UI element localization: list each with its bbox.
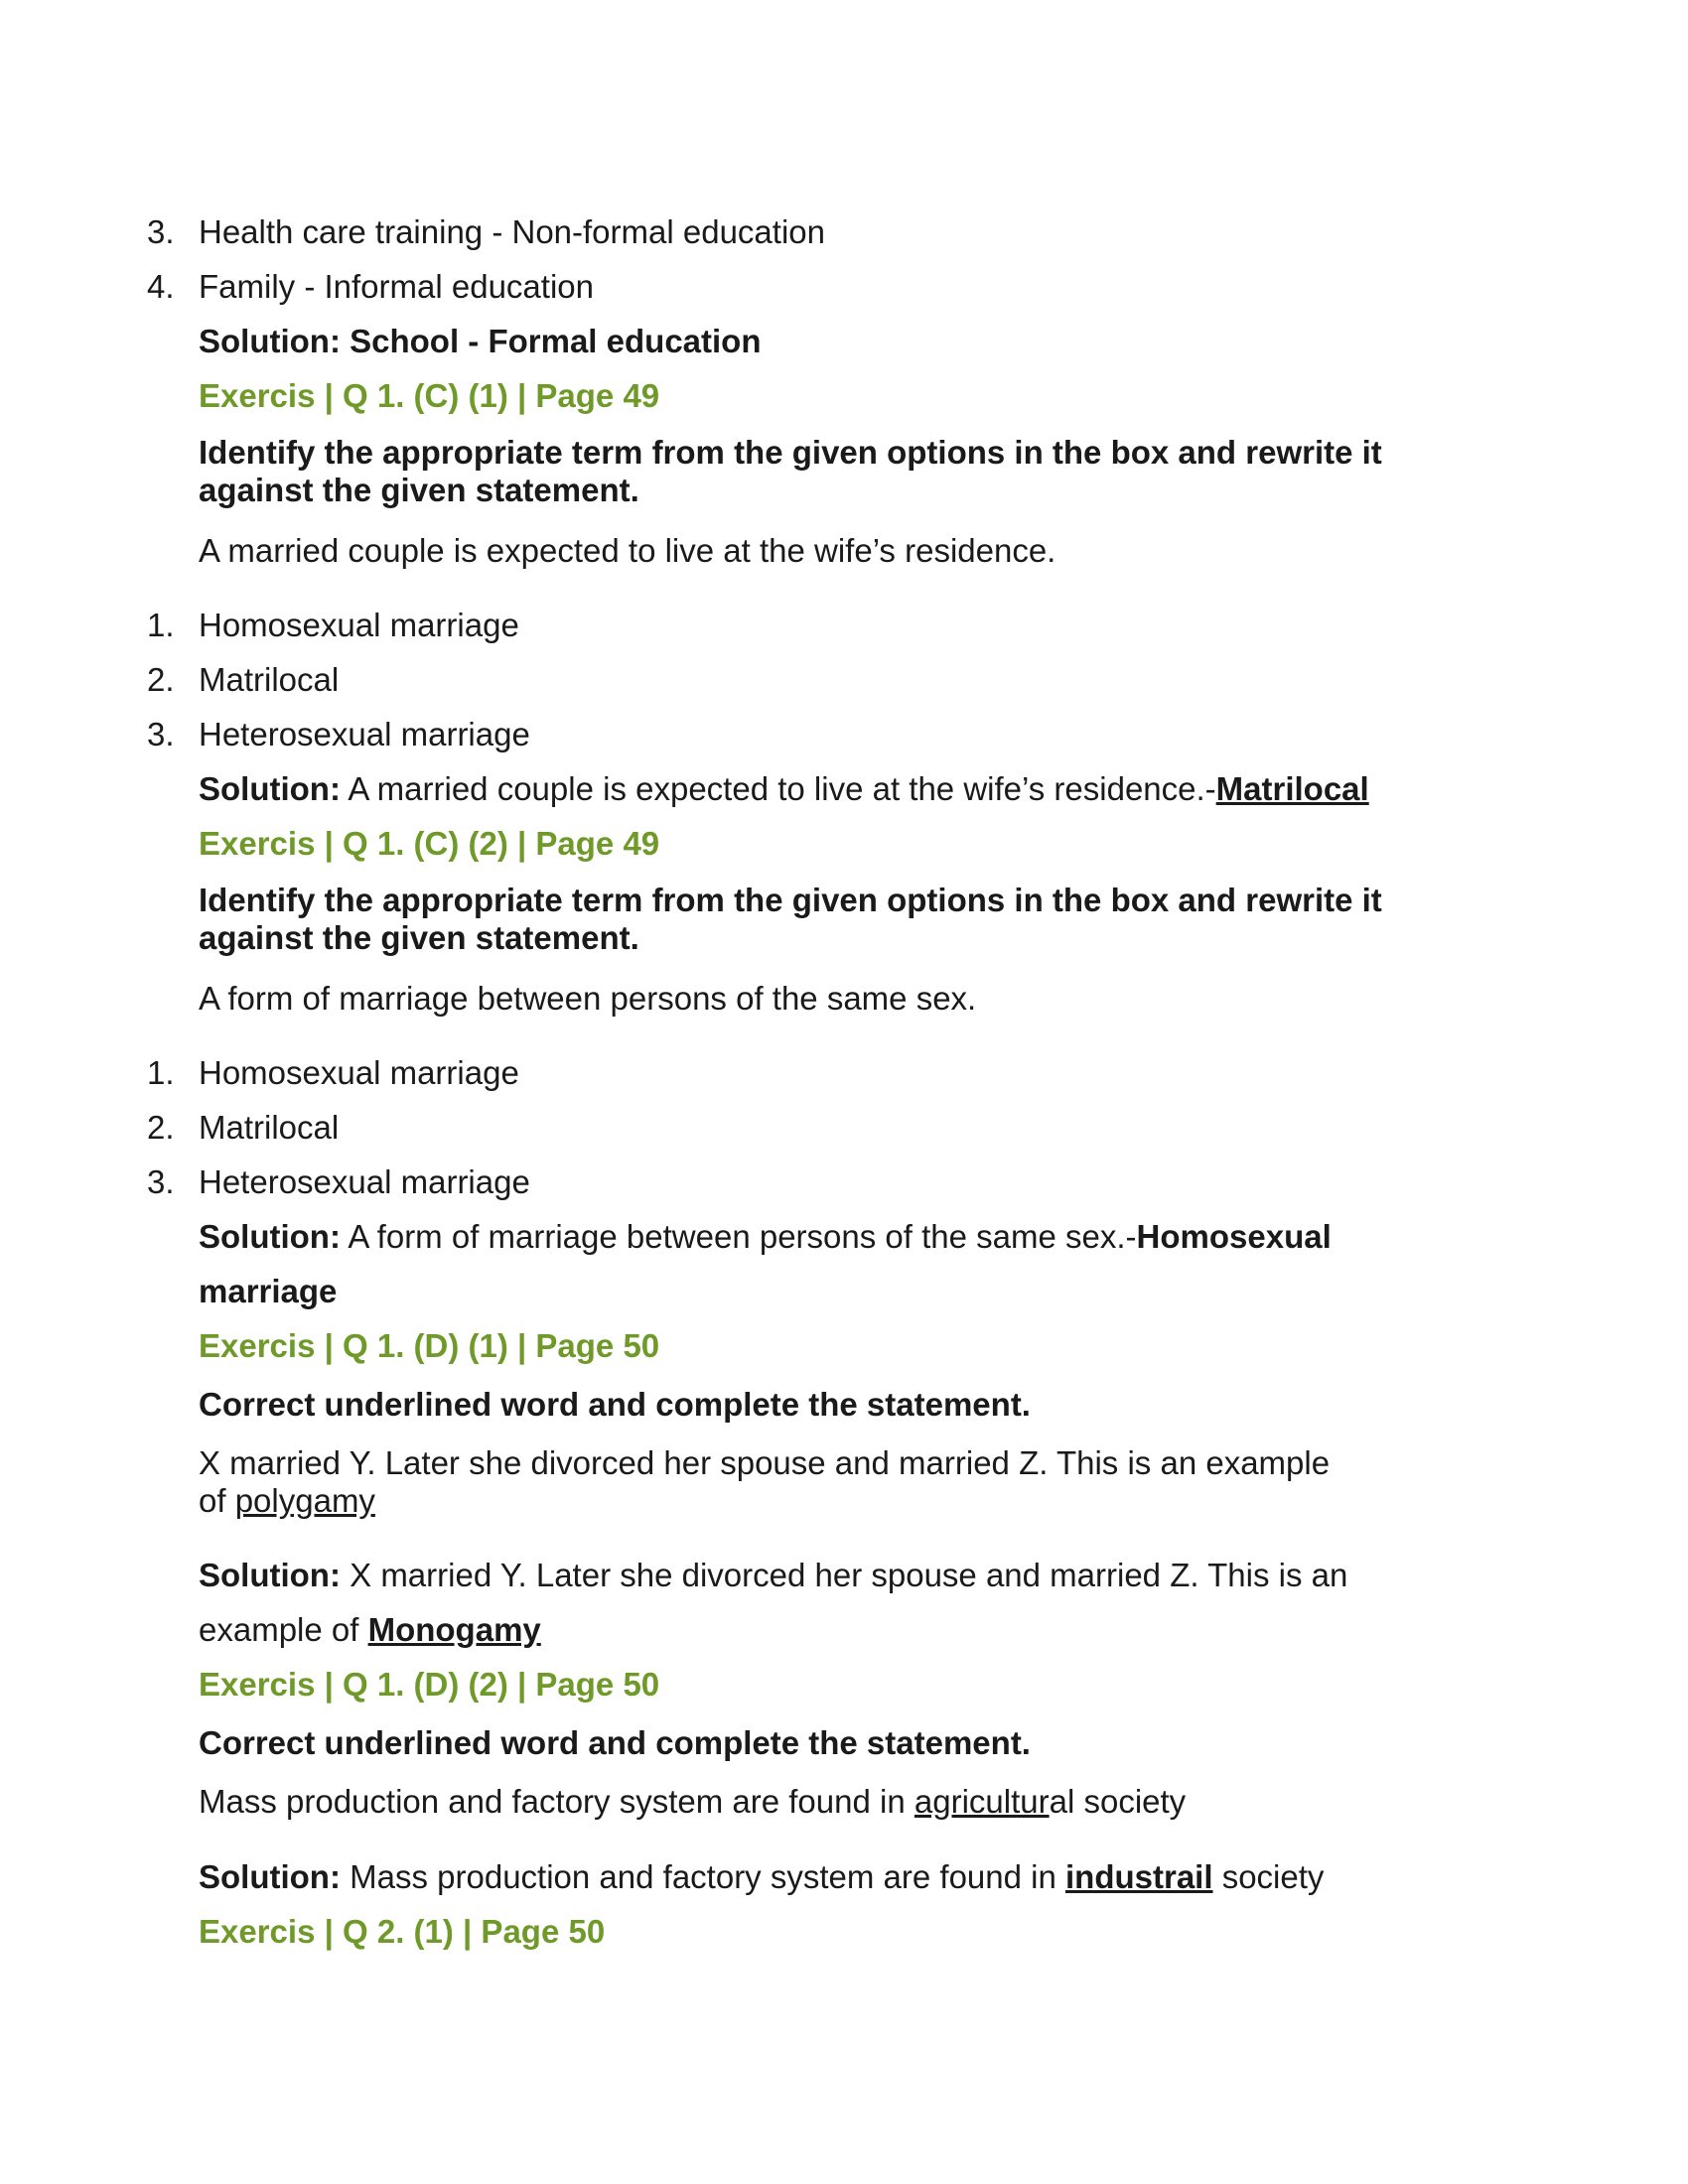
option-number: 3. [147,1163,175,1200]
solution-line-continued [199,1610,1430,1650]
solution-label: Solution: [199,1218,341,1255]
question-statement: A married couple is expected to live at the wife’s residence. [199,532,1056,569]
list-number: 3. [147,213,175,250]
option-number: 2. [147,661,175,698]
solution-answer: Matrilocal [1215,770,1369,807]
solution-text: society [1212,1858,1325,1895]
solution-label: Solution: [199,1858,341,1895]
solution-text: Solution: School - Formal education [199,323,762,359]
solution-line [199,1857,1430,1897]
solution-line [199,1217,1430,1257]
statement-text: Mass production and factory system are found in [199,1783,914,1820]
option-number: 2. [147,1109,175,1146]
question-statement: A form of marriage between persons of the same sex. [199,980,977,1017]
option-number: 3. [147,716,175,752]
option-item: Heterosexual marriage [199,716,530,752]
question-statement-continued [199,1481,1430,1521]
exercise-header: Exercis | Q 1. (D) (1) | Page 50 [199,1327,660,1364]
solution-text: Mass production and factory system are found in [340,1858,1065,1895]
option-number: 1. [147,1054,175,1091]
solution-line [199,1556,1430,1595]
underlined-word: agricultur [914,1783,1050,1820]
list-number: 4. [147,268,175,305]
option-item: Matrilocal [199,1109,340,1146]
solution-answer: industrail [1065,1858,1213,1895]
exercise-header: Exercis | Q 2. (1) | Page 50 [199,1913,606,1950]
option-item: Homosexual marriage [199,607,519,643]
exercise-header: Exercis | Q 1. (C) (1) | Page 49 [199,377,660,414]
exercise-header: Exercis | Q 1. (D) (2) | Page 50 [199,1666,660,1703]
question-instruction: Correct underlined word and complete the statement. [199,1724,1031,1761]
question-instruction: Identify the appropriate term from the given options in the box and rewrite it against the given statement. [199,882,1382,956]
question-statement: X married Y. Later she divorced her spouse and married Z. This is an example [199,1444,1331,1481]
underlined-word: polygamy [234,1482,375,1519]
solution-answer: Monogamy [367,1611,541,1648]
solution-answer-continued: marriage [199,1273,338,1309]
solution-text: example of [199,1611,368,1648]
solution-answer: Homosexual [1136,1218,1332,1255]
question-instruction: Correct underlined word and complete the statement. [199,1386,1031,1423]
question-instruction: Identify the appropriate term from the given options in the box and rewrite it against the given statement. [199,434,1382,508]
option-item: Homosexual marriage [199,1054,519,1091]
question-statement [199,1782,1430,1822]
option-item: Matrilocal [199,661,340,698]
solution-line [199,769,1430,809]
option-number: 1. [147,607,175,643]
list-item: Health care training - Non-formal education [199,213,825,250]
statement-text: of [199,1482,235,1519]
exercise-header: Exercis | Q 1. (C) (2) | Page 49 [199,825,660,862]
option-item: Heterosexual marriage [199,1163,530,1200]
solution-text: A married couple is expected to live at the wife’s residence.- [340,770,1216,807]
solution-text: X married Y. Later she divorced her spouse and married Z. This is an [340,1557,1348,1593]
list-item: Family - Informal education [199,268,594,305]
solution-label: Solution: [199,1557,341,1593]
solution-label: Solution: [199,770,341,807]
statement-text: al society [1049,1783,1187,1820]
solution-text: A form of marriage between persons of the same sex.- [340,1218,1137,1255]
